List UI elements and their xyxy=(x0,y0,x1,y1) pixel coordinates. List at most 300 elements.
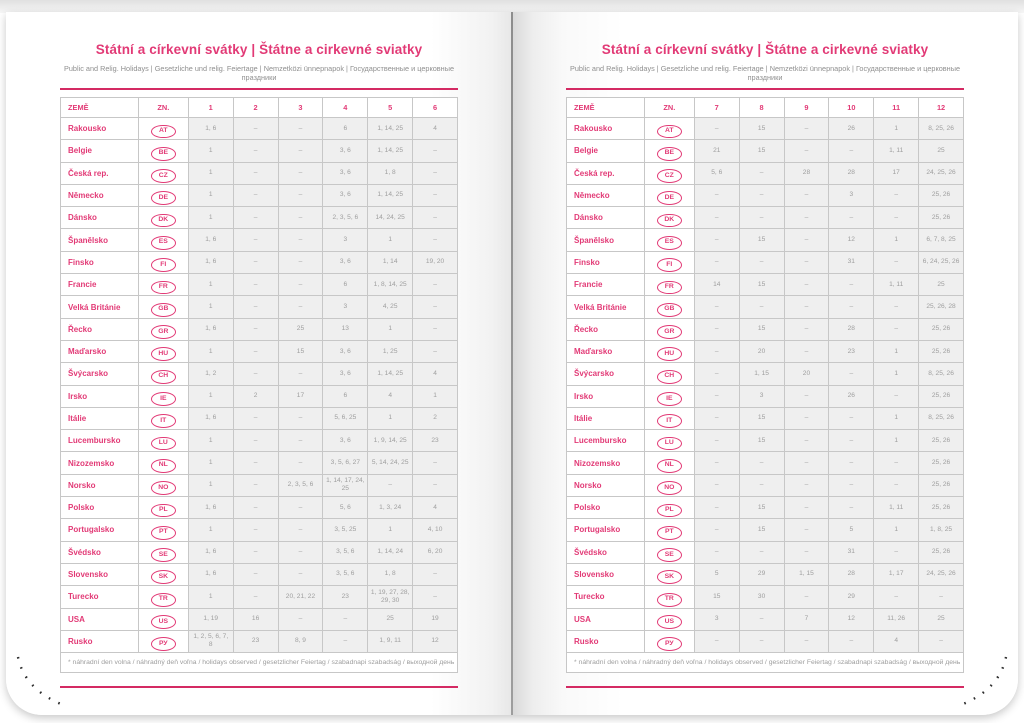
table-row xyxy=(567,608,964,630)
holiday-dates-month-6: 2 xyxy=(413,407,458,429)
holiday-dates-month-3: – xyxy=(278,184,323,206)
country-name: Nizozemsko xyxy=(567,452,645,474)
holiday-dates-month-6: 6, 20 xyxy=(413,541,458,563)
holiday-dates-month-2: – xyxy=(233,274,278,296)
holiday-dates-month-3: – xyxy=(278,296,323,318)
holiday-dates-month-8: 15 xyxy=(739,229,784,251)
page-subtitle: Public and Relig. Holidays | Gesetzliche und relig. Feiertage | Nemzetközi ünnepnapok | Государственные и церковные праздники xyxy=(64,64,454,82)
holiday-dates-month-11: 11, 26 xyxy=(874,608,919,630)
holiday-dates-month-7: – xyxy=(694,207,739,229)
table-header-row xyxy=(567,98,964,118)
column-header-country: ZEMĚ xyxy=(567,98,645,118)
table-row xyxy=(567,340,964,362)
holiday-dates-month-1: 1, 6 xyxy=(188,563,233,585)
holiday-dates-month-11: 1 xyxy=(874,229,919,251)
holiday-dates-month-12: 25, 26 xyxy=(919,497,964,519)
table-row xyxy=(61,630,458,652)
holiday-dates-month-5: 1, 14 xyxy=(368,251,413,273)
holiday-dates-month-2: 23 xyxy=(233,630,278,652)
holiday-dates-month-4: 2, 3, 5, 6 xyxy=(323,207,368,229)
holiday-dates-month-1: 1 xyxy=(188,430,233,452)
holiday-dates-month-3: 20, 21, 22 xyxy=(278,586,323,608)
holiday-dates-month-3: 25 xyxy=(278,318,323,340)
column-header-month-8: 8 xyxy=(739,98,784,118)
table-row xyxy=(61,363,458,385)
column-header-month-5: 5 xyxy=(368,98,413,118)
country-code-cell xyxy=(138,541,188,563)
table-row xyxy=(61,140,458,162)
holiday-dates-month-10: – xyxy=(829,363,874,385)
holiday-dates-month-10: 31 xyxy=(829,541,874,563)
holiday-dates-month-10: 23 xyxy=(829,340,874,362)
holiday-dates-month-7: – xyxy=(694,407,739,429)
holiday-dates-month-1: 1, 6 xyxy=(188,118,233,140)
country-name: Dánsko xyxy=(567,207,645,229)
holiday-dates-month-7: – xyxy=(694,318,739,340)
holiday-dates-month-2: – xyxy=(233,118,278,140)
table-row xyxy=(61,229,458,251)
holiday-dates-month-7: 5, 6 xyxy=(694,162,739,184)
table-row xyxy=(61,430,458,452)
country-name: Finsko xyxy=(567,251,645,273)
holiday-dates-month-12: 25, 26 xyxy=(919,340,964,362)
holiday-dates-month-7: – xyxy=(694,385,739,407)
table-row xyxy=(567,541,964,563)
holiday-dates-month-11: – xyxy=(874,318,919,340)
holiday-dates-month-10: 31 xyxy=(829,251,874,273)
country-code-cell xyxy=(138,296,188,318)
holiday-dates-month-4: 3, 6 xyxy=(323,140,368,162)
holiday-dates-month-7: – xyxy=(694,541,739,563)
country-code-badge: US xyxy=(151,615,176,629)
country-code-badge: PT xyxy=(151,526,176,540)
holiday-dates-month-5: 1, 9, 14, 25 xyxy=(368,430,413,452)
holiday-dates-month-9: – xyxy=(784,497,829,519)
holiday-dates-month-2: – xyxy=(233,340,278,362)
country-code-badge: IT xyxy=(151,414,176,428)
column-header-month-1: 1 xyxy=(188,98,233,118)
country-code-cell xyxy=(644,385,694,407)
country-code-cell xyxy=(138,608,188,630)
holiday-dates-month-12: 25, 26 xyxy=(919,385,964,407)
country-name: Česká rep. xyxy=(61,162,139,184)
table-header-row xyxy=(61,98,458,118)
holiday-dates-month-4: 3, 5, 6 xyxy=(323,563,368,585)
table-row xyxy=(567,385,964,407)
table-row xyxy=(61,251,458,273)
country-code-badge: CH xyxy=(657,370,682,384)
holiday-dates-month-12: 6, 24, 25, 26 xyxy=(919,251,964,273)
country-code-cell xyxy=(138,519,188,541)
holiday-dates-month-6: – xyxy=(413,563,458,585)
country-code-badge: IE xyxy=(151,392,176,406)
country-code-badge: BE xyxy=(151,147,176,161)
column-header-country: ZEMĚ xyxy=(61,98,139,118)
country-code-badge: US xyxy=(657,615,682,629)
table-row xyxy=(567,184,964,206)
holiday-dates-month-2: – xyxy=(233,407,278,429)
holiday-dates-month-9: – xyxy=(784,541,829,563)
holiday-dates-month-6: 4 xyxy=(413,363,458,385)
holiday-dates-month-10: 29 xyxy=(829,586,874,608)
country-code-cell xyxy=(138,430,188,452)
country-code-badge: CZ xyxy=(657,169,682,183)
holiday-dates-month-10: 26 xyxy=(829,385,874,407)
holiday-dates-month-4: 3, 5, 25 xyxy=(323,519,368,541)
holiday-dates-month-9: – xyxy=(784,340,829,362)
holiday-dates-month-2: – xyxy=(233,541,278,563)
holiday-dates-month-3: – xyxy=(278,430,323,452)
country-name: Maďarsko xyxy=(567,340,645,362)
country-name: Slovensko xyxy=(61,563,139,585)
holiday-dates-month-7: 21 xyxy=(694,140,739,162)
holiday-dates-month-11: 1, 11 xyxy=(874,140,919,162)
holiday-dates-month-3: – xyxy=(278,251,323,273)
column-header-month-11: 11 xyxy=(874,98,919,118)
holiday-dates-month-4: 23 xyxy=(323,586,368,608)
country-code-badge: IE xyxy=(657,392,682,406)
country-name: Španělsko xyxy=(61,229,139,251)
holiday-dates-month-9: – xyxy=(784,229,829,251)
holiday-dates-month-5: 1, 14, 24 xyxy=(368,541,413,563)
holiday-dates-month-1: 1 xyxy=(188,474,233,496)
holiday-dates-month-3: – xyxy=(278,229,323,251)
country-code-cell xyxy=(644,162,694,184)
holiday-dates-month-1: 1 xyxy=(188,140,233,162)
holiday-dates-month-3: – xyxy=(278,497,323,519)
holiday-dates-month-8: 29 xyxy=(739,563,784,585)
country-name: Turecko xyxy=(567,586,645,608)
country-name: Německo xyxy=(567,184,645,206)
holiday-dates-month-7: 15 xyxy=(694,586,739,608)
country-name: Norsko xyxy=(567,474,645,496)
country-name: Rakousko xyxy=(61,118,139,140)
holiday-dates-month-12: 8, 25, 26 xyxy=(919,363,964,385)
holiday-dates-month-2: – xyxy=(233,184,278,206)
holiday-dates-month-12: 25, 26 xyxy=(919,184,964,206)
holiday-dates-month-8: 15 xyxy=(739,497,784,519)
country-name: Německo xyxy=(61,184,139,206)
holiday-dates-month-7: – xyxy=(694,630,739,652)
country-code-cell xyxy=(644,519,694,541)
holiday-dates-month-11: – xyxy=(874,586,919,608)
holiday-dates-month-8: – xyxy=(739,184,784,206)
holiday-dates-month-10: 3 xyxy=(829,184,874,206)
holiday-dates-month-9: – xyxy=(784,474,829,496)
country-code-badge: NL xyxy=(657,459,682,473)
holiday-dates-month-12: 25 xyxy=(919,274,964,296)
table-row xyxy=(567,207,964,229)
holiday-dates-month-5: 25 xyxy=(368,608,413,630)
holiday-dates-month-4: 3 xyxy=(323,296,368,318)
holiday-dates-month-3: – xyxy=(278,162,323,184)
table-row xyxy=(567,430,964,452)
holiday-dates-month-3: – xyxy=(278,207,323,229)
column-header-code: ZN. xyxy=(138,98,188,118)
column-header-month-3: 3 xyxy=(278,98,323,118)
country-code-cell xyxy=(644,318,694,340)
holiday-dates-month-5: 1, 19, 27, 28, 29, 30 xyxy=(368,586,413,608)
table-row xyxy=(61,452,458,474)
holiday-dates-month-1: 1 xyxy=(188,340,233,362)
country-name: Irsko xyxy=(567,385,645,407)
title-divider-rule xyxy=(566,88,964,90)
holiday-dates-month-10: – xyxy=(829,452,874,474)
holiday-dates-month-9: – xyxy=(784,296,829,318)
holiday-dates-month-11: 17 xyxy=(874,162,919,184)
country-code-badge: CH xyxy=(151,370,176,384)
holiday-dates-month-7: – xyxy=(694,340,739,362)
country-code-badge: PT xyxy=(657,526,682,540)
country-code-cell xyxy=(138,340,188,362)
holiday-dates-month-5: 1, 14, 25 xyxy=(368,140,413,162)
country-code-badge: AT xyxy=(657,125,682,139)
holiday-dates-month-2: – xyxy=(233,363,278,385)
country-name: Nizozemsko xyxy=(61,452,139,474)
holiday-dates-month-8: – xyxy=(739,474,784,496)
holiday-dates-month-11: 1, 11 xyxy=(874,497,919,519)
holiday-dates-month-6: – xyxy=(413,340,458,362)
country-name: Španělsko xyxy=(567,229,645,251)
holiday-dates-month-3: 2, 3, 5, 6 xyxy=(278,474,323,496)
holiday-dates-month-1: 1 xyxy=(188,207,233,229)
holiday-dates-month-2: – xyxy=(233,586,278,608)
holiday-dates-month-4: 6 xyxy=(323,385,368,407)
holiday-dates-month-11: 1 xyxy=(874,430,919,452)
holiday-dates-month-8: – xyxy=(739,630,784,652)
holiday-dates-month-2: – xyxy=(233,162,278,184)
holidays-table-months-1-6 xyxy=(60,97,458,673)
country-code-cell xyxy=(138,407,188,429)
holiday-dates-month-6: – xyxy=(413,318,458,340)
page-subtitle: Public and Relig. Holidays | Gesetzliche und relig. Feiertage | Nemzetközi ünnepnapok | Государственные и церковные праздники xyxy=(570,64,960,82)
holiday-dates-month-12: 8, 25, 26 xyxy=(919,407,964,429)
country-name: Itálie xyxy=(567,407,645,429)
holiday-dates-month-9: – xyxy=(784,586,829,608)
country-code-cell xyxy=(644,184,694,206)
holiday-dates-month-9: 28 xyxy=(784,162,829,184)
holiday-dates-month-9: – xyxy=(784,318,829,340)
country-code-badge: LU xyxy=(151,437,176,451)
holiday-dates-month-6: – xyxy=(413,140,458,162)
page-left xyxy=(6,12,512,715)
holiday-dates-month-7: – xyxy=(694,118,739,140)
holiday-dates-month-12: 25 xyxy=(919,608,964,630)
holiday-dates-month-10: – xyxy=(829,407,874,429)
holiday-dates-month-3: 8, 9 xyxy=(278,630,323,652)
table-row xyxy=(61,608,458,630)
page-title: Státní a církevní svátky | Štátne a cirkevné sviatky xyxy=(95,42,423,57)
holiday-dates-month-2: – xyxy=(233,563,278,585)
holiday-dates-month-9: – xyxy=(784,274,829,296)
footnote-text: * náhradní den volna / náhradný deň voľna / holidays observed / gesetzlicher Feiertag / szabadnapi szabadság / выходной день xyxy=(61,653,458,673)
holiday-dates-month-3: – xyxy=(278,140,323,162)
country-name: Turecko xyxy=(61,586,139,608)
holiday-dates-month-6: 1 xyxy=(413,385,458,407)
country-code-badge: TR xyxy=(151,593,176,607)
table-row xyxy=(567,318,964,340)
holiday-dates-month-3: 17 xyxy=(278,385,323,407)
holiday-dates-month-4: 3, 6 xyxy=(323,251,368,273)
country-name: Rakousko xyxy=(567,118,645,140)
holiday-dates-month-4: 6 xyxy=(323,118,368,140)
table-row xyxy=(567,497,964,519)
holiday-dates-month-12: 25, 26, 28 xyxy=(919,296,964,318)
country-name: Dánsko xyxy=(61,207,139,229)
holiday-dates-month-9: – xyxy=(784,630,829,652)
holiday-dates-month-8: 3 xyxy=(739,385,784,407)
country-code-badge: SK xyxy=(151,570,176,584)
country-code-cell xyxy=(138,563,188,585)
holiday-dates-month-9: 7 xyxy=(784,608,829,630)
holiday-dates-month-8: – xyxy=(739,541,784,563)
country-code-cell xyxy=(644,207,694,229)
holiday-dates-month-10: – xyxy=(829,474,874,496)
country-name: Polsko xyxy=(61,497,139,519)
page-right xyxy=(512,12,1018,715)
table-row xyxy=(61,296,458,318)
holiday-dates-month-8: 15 xyxy=(739,274,784,296)
holiday-dates-month-12: 6, 7, 8, 25 xyxy=(919,229,964,251)
holiday-dates-month-7: – xyxy=(694,363,739,385)
holiday-dates-month-6: 4 xyxy=(413,118,458,140)
column-header-month-9: 9 xyxy=(784,98,829,118)
holiday-dates-month-4: 3, 6 xyxy=(323,184,368,206)
holiday-dates-month-5: 1, 14, 25 xyxy=(368,363,413,385)
holiday-dates-month-2: – xyxy=(233,296,278,318)
country-name: Francie xyxy=(61,274,139,296)
country-code-badge: GR xyxy=(151,325,176,339)
holiday-dates-month-6: – xyxy=(413,452,458,474)
country-name: Česká rep. xyxy=(567,162,645,184)
table-row xyxy=(61,497,458,519)
holiday-dates-month-4: 3 xyxy=(323,229,368,251)
country-name: Belgie xyxy=(567,140,645,162)
holiday-dates-month-4: 3, 6 xyxy=(323,340,368,362)
country-name: Lucembursko xyxy=(61,430,139,452)
holiday-dates-month-6: 23 xyxy=(413,430,458,452)
holiday-dates-month-12: 24, 25, 26 xyxy=(919,162,964,184)
holiday-dates-month-10: – xyxy=(829,274,874,296)
holiday-dates-month-8: – xyxy=(739,296,784,318)
holiday-dates-month-2: – xyxy=(233,207,278,229)
holiday-dates-month-5: 1, 8 xyxy=(368,162,413,184)
country-code-cell xyxy=(138,118,188,140)
footnote-row xyxy=(61,653,458,673)
holiday-dates-month-10: 26 xyxy=(829,118,874,140)
holiday-dates-month-3: – xyxy=(278,541,323,563)
country-code-badge: NL xyxy=(151,459,176,473)
holiday-dates-month-4: 5, 6, 25 xyxy=(323,407,368,429)
holiday-dates-month-3: – xyxy=(278,519,323,541)
holiday-dates-month-11: 1 xyxy=(874,118,919,140)
holiday-dates-month-9: – xyxy=(784,251,829,273)
table-row xyxy=(567,519,964,541)
holiday-dates-month-1: 1, 19 xyxy=(188,608,233,630)
country-code-cell xyxy=(644,229,694,251)
table-row xyxy=(61,118,458,140)
country-code-cell xyxy=(644,586,694,608)
table-row xyxy=(567,118,964,140)
table-row xyxy=(61,519,458,541)
country-code-badge: TR xyxy=(657,593,682,607)
holiday-dates-month-11: – xyxy=(874,541,919,563)
holiday-dates-month-3: – xyxy=(278,118,323,140)
country-code-badge: NO xyxy=(657,481,682,495)
country-code-badge: FI xyxy=(151,258,176,272)
column-header-code: ZN. xyxy=(644,98,694,118)
column-header-month-6: 6 xyxy=(413,98,458,118)
holiday-dates-month-1: 1 xyxy=(188,274,233,296)
page-bottom-rule xyxy=(566,686,964,688)
holiday-dates-month-10: – xyxy=(829,140,874,162)
country-code-badge: DE xyxy=(151,191,176,205)
country-code-badge: ES xyxy=(151,236,176,250)
holiday-dates-month-8: – xyxy=(739,452,784,474)
holiday-dates-month-5: 1 xyxy=(368,318,413,340)
country-code-badge: SE xyxy=(151,548,176,562)
holiday-dates-month-5: 4, 25 xyxy=(368,296,413,318)
country-code-cell xyxy=(138,140,188,162)
country-code-cell xyxy=(138,229,188,251)
holiday-dates-month-5: 5, 14, 24, 25 xyxy=(368,452,413,474)
country-name: Lucembursko xyxy=(567,430,645,452)
holiday-dates-month-1: 1 xyxy=(188,184,233,206)
holiday-dates-month-8: – xyxy=(739,251,784,273)
holiday-dates-month-7: – xyxy=(694,430,739,452)
holiday-dates-month-4: 1, 14, 17, 24, 25 xyxy=(323,474,368,496)
country-name: Portugalsko xyxy=(61,519,139,541)
country-code-cell xyxy=(138,586,188,608)
table-row xyxy=(61,563,458,585)
column-header-month-2: 2 xyxy=(233,98,278,118)
holiday-dates-month-8: 15 xyxy=(739,118,784,140)
country-code-badge: SE xyxy=(657,548,682,562)
holiday-dates-month-10: 28 xyxy=(829,162,874,184)
holiday-dates-month-3: – xyxy=(278,274,323,296)
holiday-dates-month-2: – xyxy=(233,474,278,496)
holiday-dates-month-1: 1 xyxy=(188,162,233,184)
holiday-dates-month-1: 1, 6 xyxy=(188,497,233,519)
holiday-dates-month-6: 19, 20 xyxy=(413,251,458,273)
country-code-badge: CZ xyxy=(151,169,176,183)
holiday-dates-month-9: – xyxy=(784,207,829,229)
holiday-dates-month-2: – xyxy=(233,318,278,340)
holiday-dates-month-12: 24, 25, 26 xyxy=(919,563,964,585)
country-code-badge: BE xyxy=(657,147,682,161)
holiday-dates-month-12: 25, 26 xyxy=(919,474,964,496)
holiday-dates-month-6: – xyxy=(413,184,458,206)
holiday-dates-month-11: 4 xyxy=(874,630,919,652)
country-name: USA xyxy=(567,608,645,630)
country-code-cell xyxy=(138,274,188,296)
country-name: Maďarsko xyxy=(61,340,139,362)
holiday-dates-month-3: – xyxy=(278,563,323,585)
book-spine xyxy=(511,12,513,715)
country-code-badge: GB xyxy=(151,303,176,317)
country-name: Portugalsko xyxy=(567,519,645,541)
country-code-badge: LU xyxy=(657,437,682,451)
holiday-dates-month-8: 15 xyxy=(739,140,784,162)
country-code-cell xyxy=(138,474,188,496)
table-row xyxy=(567,586,964,608)
holiday-dates-month-1: 1, 6 xyxy=(188,251,233,273)
holiday-dates-month-11: 1 xyxy=(874,407,919,429)
title-divider-rule xyxy=(60,88,458,90)
holiday-dates-month-6: – xyxy=(413,162,458,184)
country-code-badge: DK xyxy=(657,214,682,228)
holiday-dates-month-5: 1, 9, 11 xyxy=(368,630,413,652)
